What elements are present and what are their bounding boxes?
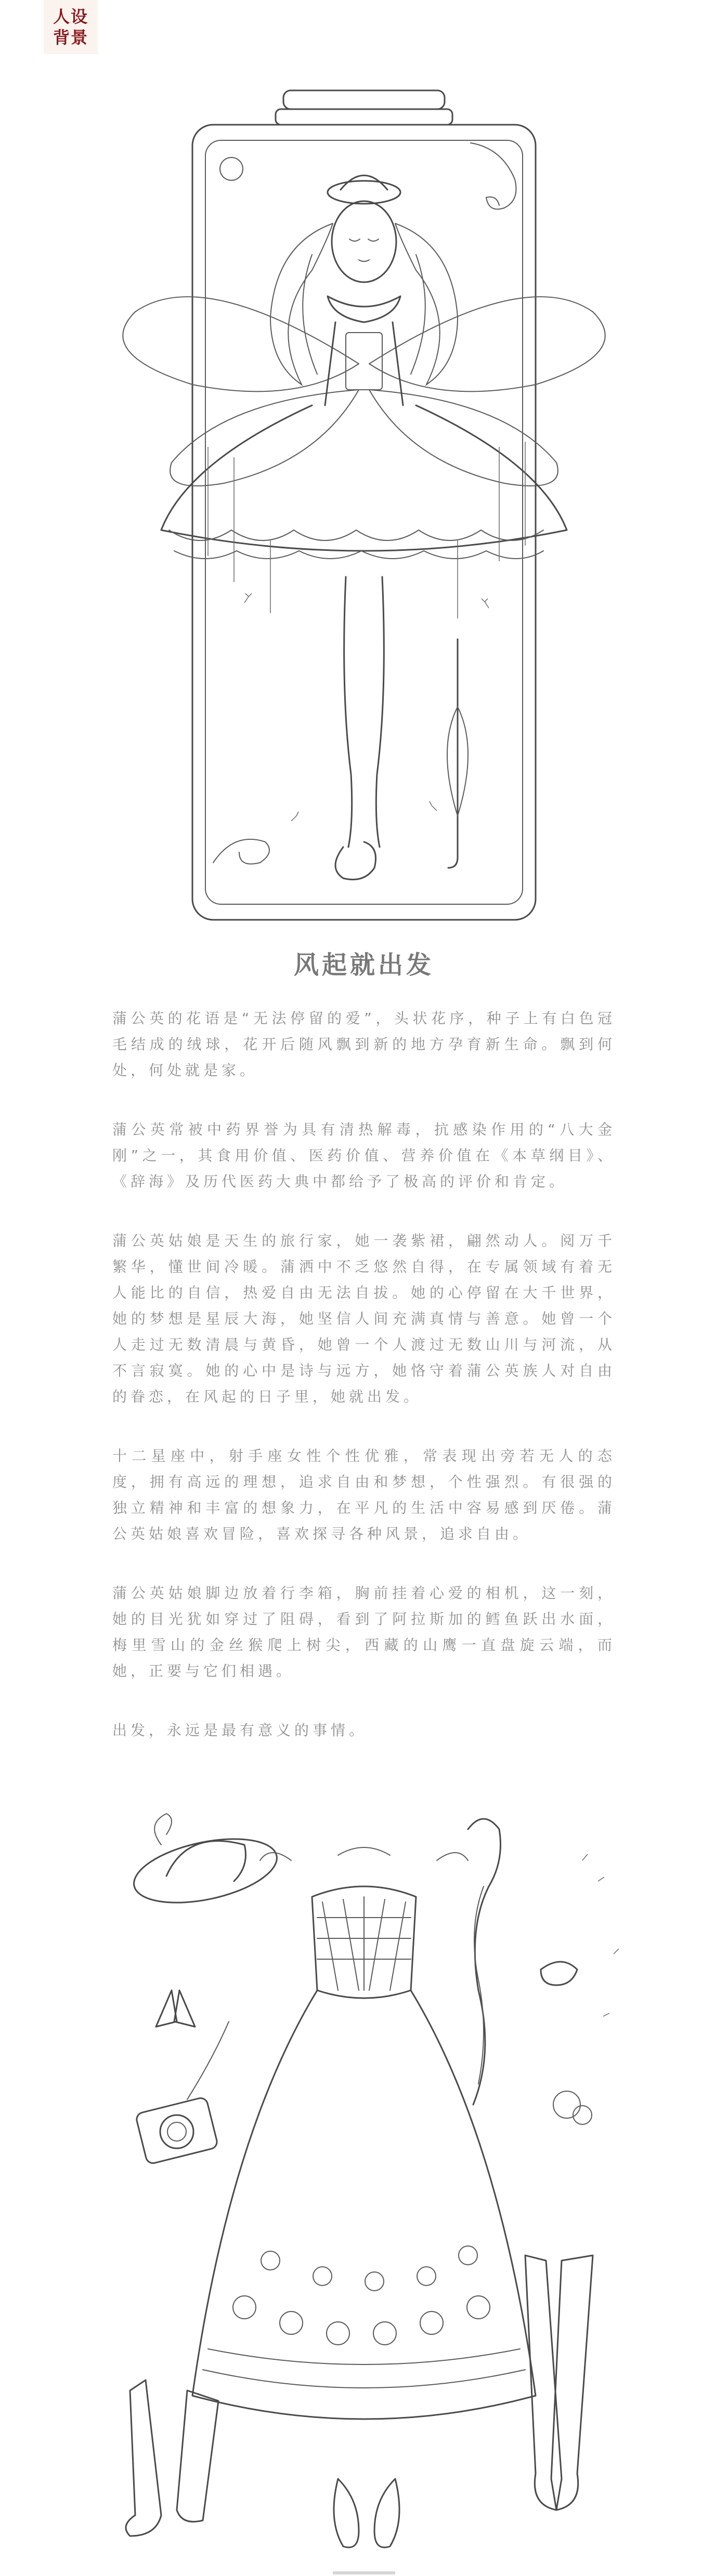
hairpiece-sketch (468, 1819, 501, 2105)
paragraph-2: 蒲公英常被中药界誉为具有清热解毒，抗感染作用的“八大金刚”之一，其食用价值、医药价值、营养价值在《本草纲目》、《辞海》及历代医药大典中都给予了极高的评价和肯定。 (112, 1121, 616, 1190)
section-title: 风起就出发 (293, 950, 434, 980)
dress-sketch (192, 1847, 536, 2419)
camera-sketch (135, 2022, 229, 2164)
hat-sketch (128, 1814, 283, 1914)
tag-line-2: 背景 (53, 28, 88, 47)
paragraph-1: 蒲公英的花语是“无法停留的爱”，头状花序，种子上有白色冠毛结成的绒球，花开后随风飘到新的地方孕育新生命。飘到何处，何处就是家。 (112, 1010, 616, 1079)
paragraph-4: 十二星座中，射手座女性个性优雅，常表现出旁若无人的态度，拥有高远的理想，追求自由和梦想，个性强烈。有很强的独立精神和丰富的想象力，在平凡的生活中容易感到厌倦。蒲公英姑娘喜欢冒险，喜欢探寻各种风景，追求自由。 (112, 1447, 616, 1542)
bow-sketch (156, 1990, 195, 2027)
bottom-divider (333, 2571, 395, 2574)
character-setting-tag (44, 0, 98, 54)
tag-line-1: 人设 (53, 7, 88, 27)
outfit-breakdown-illustration (0, 1798, 728, 2567)
boots-sketch (126, 2255, 593, 2536)
paragraph-3: 蒲公英姑娘是天生的旅行家，她一袭紫裙，翩然动人。阅万千繁华，懂世间冷暖。蒲洒中不乏悠然自得，在专属领域有着无人能比的自信，热爱自由无法自拔。她的心停留在大千世界，她的梦想是星辰大海，她坚信人间充满真情与善意。她曾一个人走过无数清晨与黄昏，她曾一个人渡过无数山川与河流，从不言寂寞。她的心中是诗与远方，她恪守着蒲公英族人对自由的眷恋，在风起的日子里，她就出发。 (112, 1232, 616, 1405)
jar-girl-illustration (0, 83, 728, 925)
paragraph-6: 出发，永远是最有意义的事情。 (112, 1722, 368, 1739)
shoes-sketch (334, 2479, 399, 2547)
paragraph-5: 蒲公英姑娘脚边放着行李箱，胸前挂着心爱的相机，这一刻，她的目光犹如穿过了阻碍，看到了阿拉斯加的鳕鱼跃出水面，梅里雪山的金丝猴爬上树尖，西藏的山鹰一直盘旋云端，而她，正要与它们相遇。 (112, 1584, 616, 1680)
background-story (112, 1006, 616, 1777)
